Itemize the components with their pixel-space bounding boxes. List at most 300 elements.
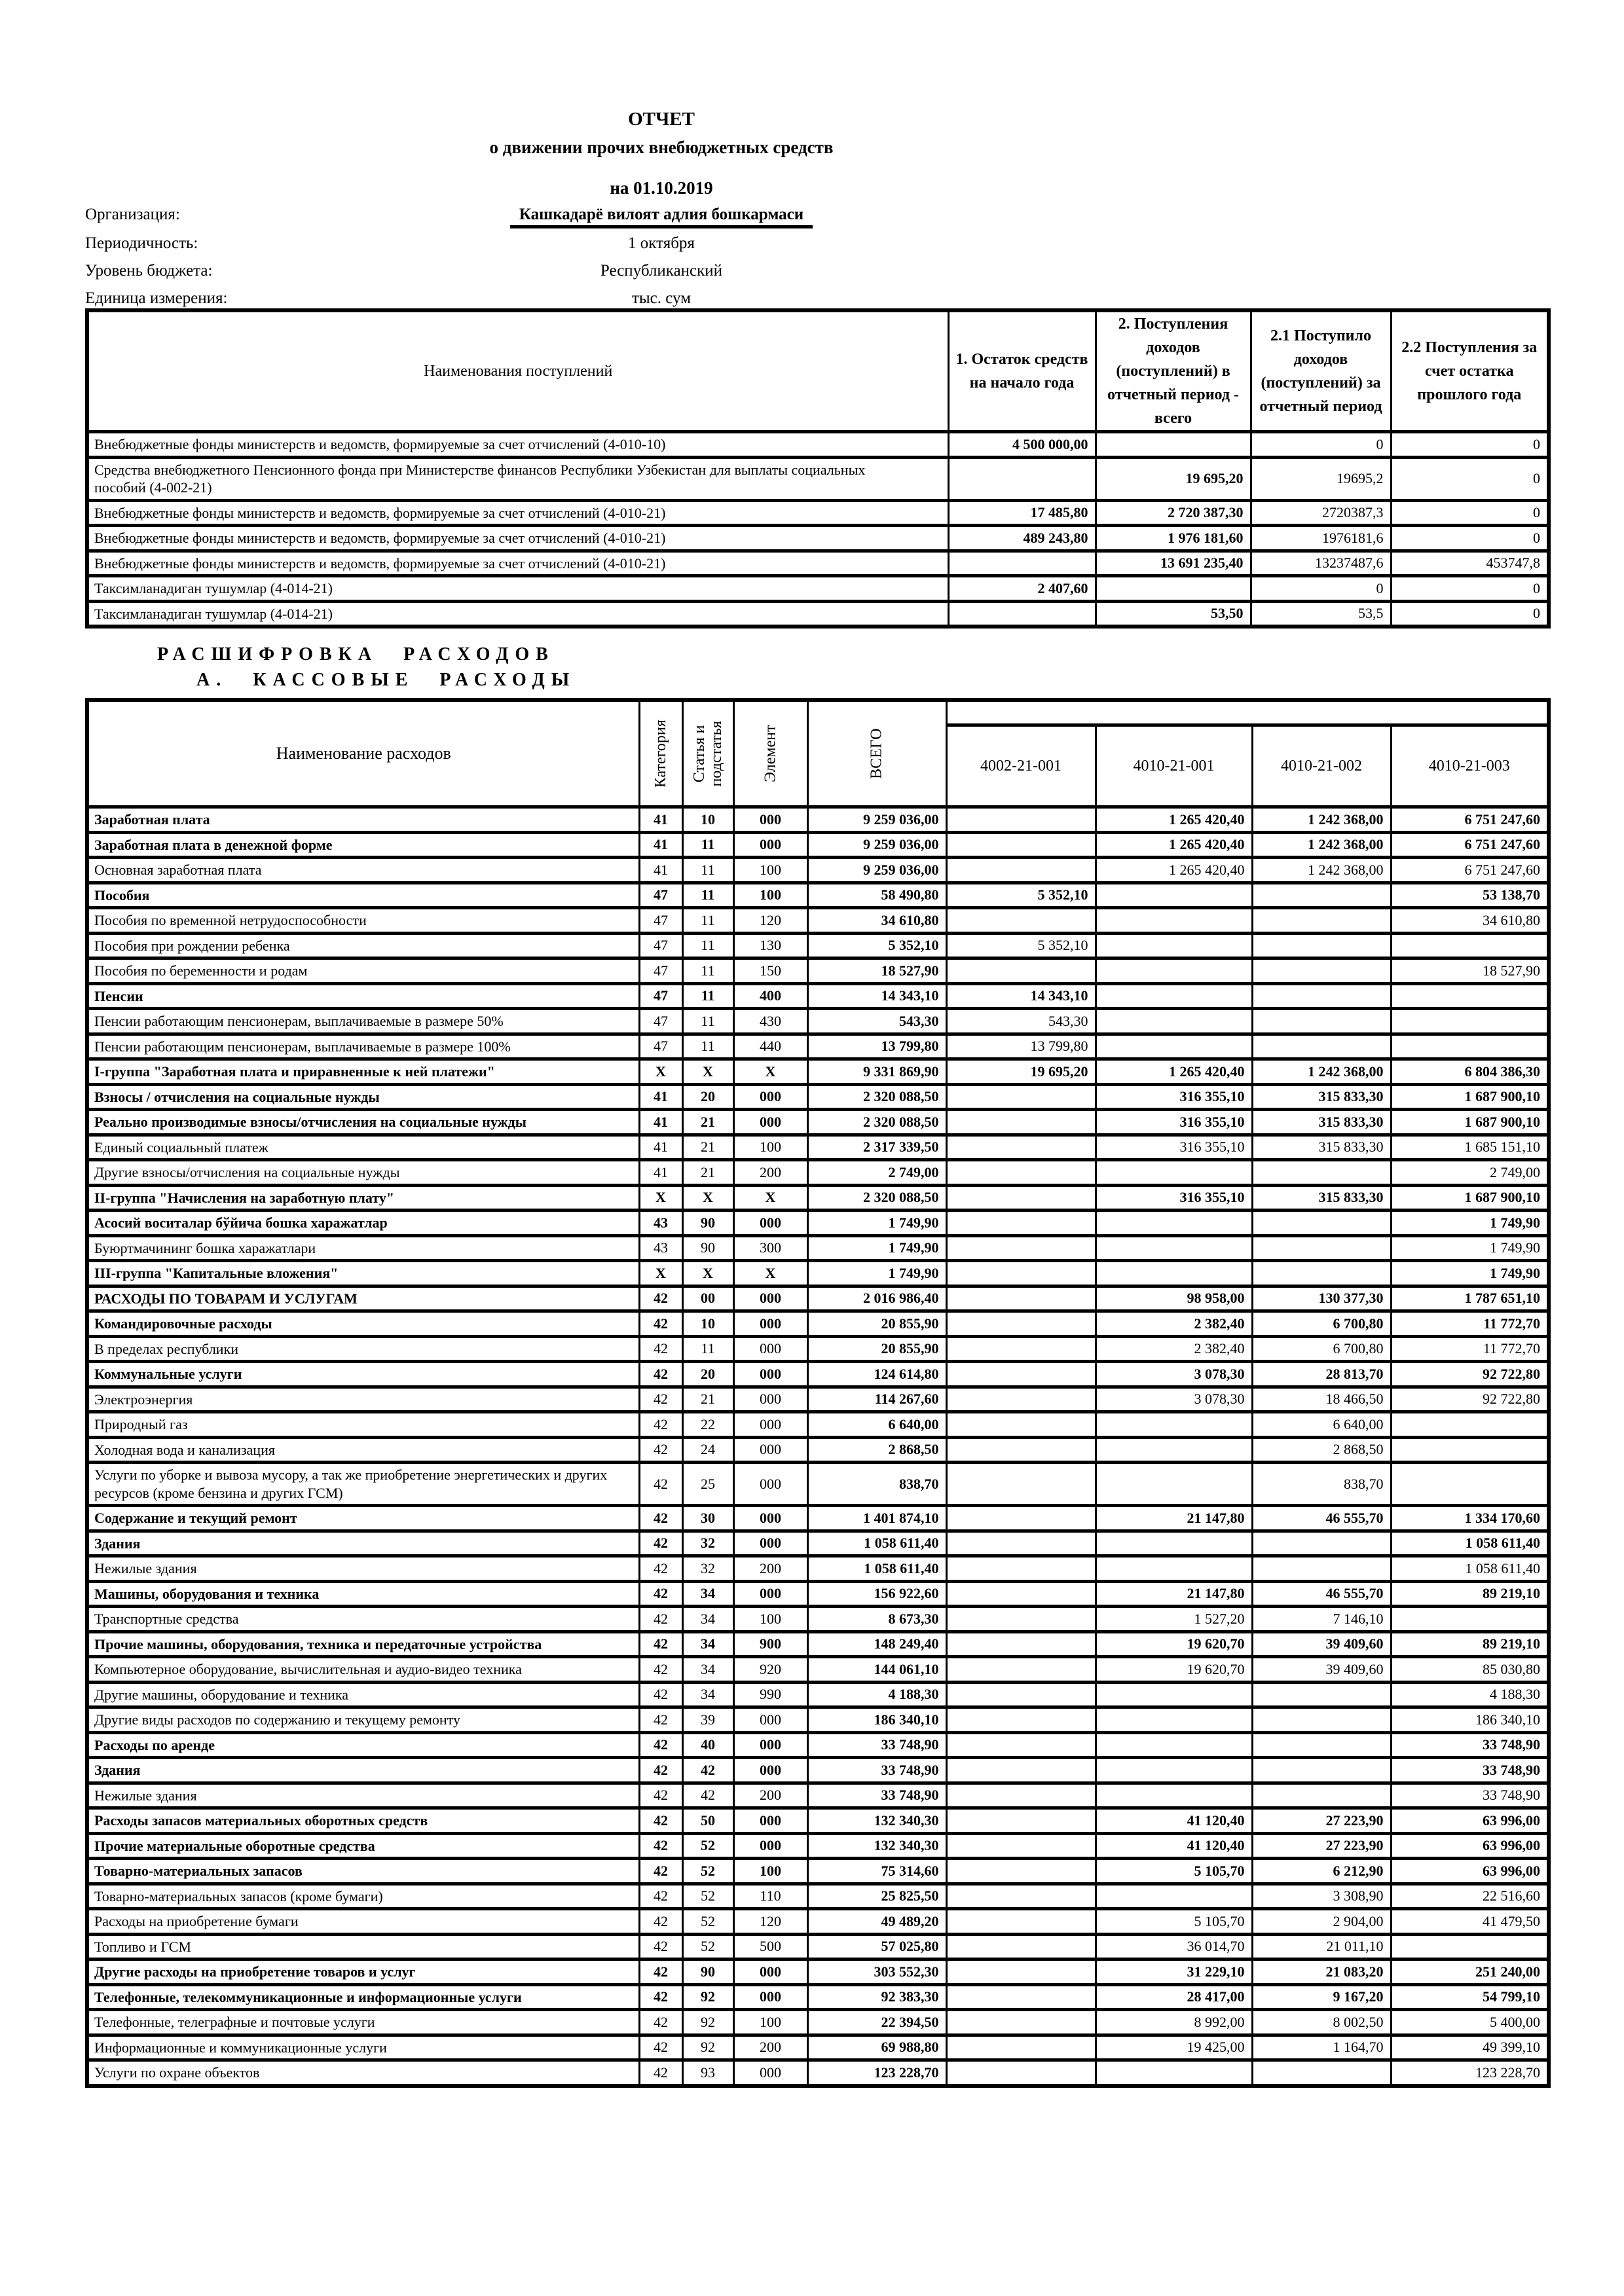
element-cell: 000: [733, 1959, 807, 1985]
element-cell: 400: [733, 983, 807, 1009]
receipt-name-cell: Внебюджетные фонды министерств и ведомств, формируемые за счет отчислений (4-010-10): [87, 432, 948, 458]
category-cell: 42: [639, 1758, 682, 1783]
expense-name-cell: Компьютерное оборудование, вычислительная и аудио-видео техника: [87, 1657, 639, 1683]
code-4010-21-002-cell: [1252, 1235, 1391, 1261]
code-4010-21-001-cell: [1096, 1235, 1252, 1261]
total-cell: 33 748,90: [807, 1783, 946, 1808]
income-total-cell: [1096, 576, 1251, 602]
code-4010-21-002-cell: 1 242 368,00: [1252, 832, 1391, 858]
code-4002-21-001-cell: [946, 1783, 1096, 1808]
code-4002-21-001-cell: [946, 1235, 1096, 1261]
income-period-cell: 13237487,6: [1251, 551, 1391, 576]
expense-name-cell: Взносы / отчисления на социальные нужды: [87, 1084, 639, 1110]
expense-row: [87, 1336, 1549, 1362]
code-4002-21-001-cell: [946, 1984, 1096, 2010]
category-cell: X: [639, 1059, 682, 1085]
element-cell: X: [733, 1185, 807, 1211]
article-cell: 11: [682, 1336, 733, 1362]
code-4002-21-001-cell: [946, 1311, 1096, 1337]
code-4010-21-001-cell: 1 265 420,40: [1096, 1059, 1252, 1085]
expenses-name-header: Наименование расходов: [87, 700, 639, 807]
article-cell: 34: [682, 1607, 733, 1632]
element-cell: 110: [733, 1884, 807, 1909]
unit-label: Единица измерения:: [85, 289, 228, 307]
periodicity-value: 1 октября: [628, 234, 695, 252]
code-4010-21-003-cell: 89 219,10: [1391, 1631, 1549, 1657]
total-cell: 34 610,80: [807, 908, 946, 934]
total-cell: 33 748,90: [807, 1732, 946, 1758]
expense-name-cell: Пособия по временной нетрудоспособности: [87, 908, 639, 934]
total-cell: 1 749,90: [807, 1235, 946, 1261]
code-4010-21-003-cell: 33 748,90: [1391, 1758, 1549, 1783]
receipt-name-cell: Внебюджетные фонды министерств и ведомств, формируемые за счет отчислений (4-010-21): [87, 500, 948, 526]
category-cell: 47: [639, 908, 682, 934]
expense-name-cell: Пособия по беременности и родам: [87, 958, 639, 984]
code-4010-21-003-cell: 54 799,10: [1391, 1984, 1549, 2010]
code-4002-21-001-cell: [946, 1707, 1096, 1733]
code-4010-21-003-cell: [1391, 1437, 1549, 1463]
expense-row: [87, 858, 1549, 883]
code-4010-21-002-cell: 1 242 368,00: [1252, 1059, 1391, 1085]
article-cell: 32: [682, 1531, 733, 1556]
code-4010-21-002-cell: 6 640,00: [1252, 1412, 1391, 1438]
expense-row: [87, 1160, 1549, 1186]
doc-subtitle: о движении прочих внебюджетных средств: [489, 137, 834, 157]
expense-row: [87, 1110, 1549, 1135]
element-header: Элемент: [733, 700, 807, 807]
article-cell: 92: [682, 2010, 733, 2035]
element-cell: 000: [733, 1311, 807, 1337]
total-cell: 25 825,50: [807, 1884, 946, 1909]
article-cell: 34: [682, 1657, 733, 1683]
category-cell: 42: [639, 1607, 682, 1632]
code-4010-21-002-cell: 39 409,60: [1252, 1657, 1391, 1683]
total-cell: 123 228,70: [807, 2060, 946, 2086]
code-4010-21-002-cell: [1252, 1009, 1391, 1034]
expense-row: [87, 1135, 1549, 1160]
code-4010-21-003-cell: 1 749,90: [1391, 1211, 1549, 1236]
element-cell: 200: [733, 1783, 807, 1808]
code-4010-21-002-cell: 21 083,20: [1252, 1959, 1391, 1985]
element-cell: 100: [733, 858, 807, 883]
expense-name-cell: Телефонные, телеграфные и почтовые услуги: [87, 2010, 639, 2035]
category-cell: 42: [639, 1707, 682, 1733]
code-4010-21-002-cell: 7 146,10: [1252, 1607, 1391, 1632]
receipt-row: [87, 500, 1549, 526]
code-4002-21-001-cell: [946, 832, 1096, 858]
receipts-name-header: Наименования поступлений: [87, 310, 948, 432]
code-4010-21-001-cell: 21 147,80: [1096, 1581, 1252, 1607]
codes-group-header: [946, 700, 1549, 725]
code-4010-21-003-cell: [1391, 933, 1549, 958]
expense-row: [87, 1034, 1549, 1059]
balance-start-cell: [948, 457, 1096, 500]
income-prev-balance-cell: 0: [1391, 432, 1549, 458]
code-4010-21-003-cell: 6 751 247,60: [1391, 858, 1549, 883]
code-4010-21-001-cell: [1096, 1261, 1252, 1286]
expense-row: [87, 1909, 1549, 1935]
balance-start-cell: 2 407,60: [948, 576, 1096, 602]
income-period-cell: 0: [1251, 432, 1391, 458]
element-cell: 000: [733, 1506, 807, 1531]
code-4002-21-001-cell: [946, 2010, 1096, 2035]
receipt-row: [87, 457, 1549, 500]
organization-value: Кашкадарё вилоят адлия бошкармаси: [510, 206, 813, 228]
element-cell: 430: [733, 1009, 807, 1034]
code-4010-21-001-cell: 2 382,40: [1096, 1336, 1252, 1362]
code-4002-21-001-cell: [946, 1185, 1096, 1211]
article-cell: 00: [682, 1286, 733, 1311]
code-4010-21-003-cell: 11 772,70: [1391, 1311, 1549, 1337]
expense-name-cell: Буюртмачининг бошка харажатлари: [87, 1235, 639, 1261]
expense-name-cell: РАСХОДЫ ПО ТОВАРАМ И УСЛУГАМ: [87, 1286, 639, 1311]
code-4010-21-003-cell: 18 527,90: [1391, 958, 1549, 984]
code-4010-21-001-cell: 36 014,70: [1096, 1934, 1252, 1959]
income-prev-balance-cell: 0: [1391, 576, 1549, 602]
code-4010-21-002-cell: [1252, 1758, 1391, 1783]
category-cell: 42: [639, 1362, 682, 1387]
total-cell: 9 259 036,00: [807, 858, 946, 883]
receipt-name-cell: Внебюджетные фонды министерств и ведомств, формируемые за счет отчислений (4-010-21): [87, 526, 948, 551]
total-cell: 2 749,00: [807, 1160, 946, 1186]
element-cell: 120: [733, 1909, 807, 1935]
total-cell: 1 401 874,10: [807, 1506, 946, 1531]
expense-row: [87, 2035, 1549, 2060]
code-4010-21-001-cell: [1096, 1160, 1252, 1186]
income-period-cell: 1976181,6: [1251, 526, 1391, 551]
meta-periodicity: [85, 234, 1238, 257]
code-4010-21-002-cell: 9 167,20: [1252, 1984, 1391, 2010]
expense-row: [87, 1758, 1549, 1783]
element-cell: 000: [733, 1084, 807, 1110]
expense-row: [87, 1311, 1549, 1337]
article-cell: 11: [682, 908, 733, 934]
code-4010-21-002-cell: 315 833,30: [1252, 1135, 1391, 1160]
article-cell: 10: [682, 1311, 733, 1337]
expense-row: [87, 1859, 1549, 1884]
category-cell: 42: [639, 1934, 682, 1959]
category-cell: 42: [639, 1311, 682, 1337]
article-cell: 52: [682, 1934, 733, 1959]
category-cell: 41: [639, 1110, 682, 1135]
total-cell: 2 320 088,50: [807, 1185, 946, 1211]
element-cell: 000: [733, 1984, 807, 2010]
code-4010-21-002-cell: [1252, 1682, 1391, 1707]
element-cell: 300: [733, 1235, 807, 1261]
code-4010-21-003-cell: 53 138,70: [1391, 883, 1549, 908]
article-cell: 22: [682, 1412, 733, 1438]
element-cell: 150: [733, 958, 807, 984]
expense-name-cell: Телефонные, телекоммуникационные и информационные услуги: [87, 1984, 639, 2010]
receipt-name-cell: Таксимланадиган тушумлар (4-014-21): [87, 601, 948, 627]
category-cell: 42: [639, 1859, 682, 1884]
total-cell: 838,70: [807, 1463, 946, 1506]
expense-row: [87, 1884, 1549, 1909]
total-cell: 132 340,30: [807, 1808, 946, 1834]
code-4010-21-003-cell: 1 787 651,10: [1391, 1286, 1549, 1311]
element-cell: 000: [733, 1387, 807, 1412]
code-4010-21-002-cell: 1 242 368,00: [1252, 858, 1391, 883]
element-cell: 200: [733, 2035, 807, 2060]
element-cell: X: [733, 1261, 807, 1286]
expense-name-cell: Другие взносы/отчисления на социальные нужды: [87, 1160, 639, 1186]
category-cell: 47: [639, 883, 682, 908]
code-4010-21-001-cell: 316 355,10: [1096, 1110, 1252, 1135]
total-cell: 5 352,10: [807, 933, 946, 958]
category-cell: 42: [639, 1833, 682, 1859]
expense-row: [87, 1387, 1549, 1412]
category-cell: 42: [639, 1556, 682, 1582]
element-cell: 000: [733, 1412, 807, 1438]
code-4002-21-001-cell: 5 352,10: [946, 883, 1096, 908]
code-4002-21-001-cell: 5 352,10: [946, 933, 1096, 958]
code-4010-21-002-cell: [1252, 883, 1391, 908]
expense-name-cell: Пособия при рождении ребенка: [87, 933, 639, 958]
total-cell: 9 259 036,00: [807, 832, 946, 858]
code-4010-21-001-cell: 316 355,10: [1096, 1185, 1252, 1211]
expense-name-cell: Единый социальный платеж: [87, 1135, 639, 1160]
expense-row: [87, 1463, 1549, 1506]
code-4002-21-001-cell: [946, 1808, 1096, 1834]
expense-row: [87, 1412, 1549, 1438]
code-4010-21-003-cell: [1391, 1934, 1549, 1959]
article-cell: X: [682, 1059, 733, 1085]
category-cell: 41: [639, 807, 682, 833]
category-cell: 42: [639, 1884, 682, 1909]
article-cell: 92: [682, 2035, 733, 2060]
article-cell: 32: [682, 1556, 733, 1582]
article-cell: 92: [682, 1984, 733, 2010]
total-cell: 9 259 036,00: [807, 807, 946, 833]
category-cell: 42: [639, 1732, 682, 1758]
expense-name-cell: Природный газ: [87, 1412, 639, 1438]
code-4002-21-001-cell: [946, 2060, 1096, 2086]
code-4010-21-001-cell: [1096, 1531, 1252, 1556]
expense-name-cell: Нежилые здания: [87, 1783, 639, 1808]
expense-name-cell: Реально производимые взносы/отчисления на социальные нужды: [87, 1110, 639, 1135]
total-cell: 57 025,80: [807, 1934, 946, 1959]
category-cell: X: [639, 1185, 682, 1211]
expense-name-cell: Другие машины, оборудование и техника: [87, 1682, 639, 1707]
element-cell: 120: [733, 908, 807, 934]
code-4010-21-002-cell: 1 164,70: [1252, 2035, 1391, 2060]
receipts-col1-header: 1. Остаток средств на начало года: [948, 310, 1096, 432]
code-4010-21-003-cell: 92 722,80: [1391, 1387, 1549, 1412]
expense-name-cell: Холодная вода и канализация: [87, 1437, 639, 1463]
category-cell: 42: [639, 1984, 682, 2010]
receipt-row: [87, 601, 1549, 627]
expense-row: [87, 1009, 1549, 1034]
code-4002-21-001-cell: [946, 1211, 1096, 1236]
code-4010-21-002-cell: [1252, 1211, 1391, 1236]
expenses-table: [85, 698, 1551, 2088]
code-header-4002-21-001: 4002-21-001: [946, 725, 1096, 807]
expense-name-cell: Командировочные расходы: [87, 1311, 639, 1337]
code-4002-21-001-cell: 13 799,80: [946, 1034, 1096, 1059]
code-4010-21-003-cell: 123 228,70: [1391, 2060, 1549, 2086]
total-cell: 2 317 339,50: [807, 1135, 946, 1160]
code-4010-21-001-cell: [1096, 1758, 1252, 1783]
balance-start-cell: 4 500 000,00: [948, 432, 1096, 458]
article-cell: 21: [682, 1110, 733, 1135]
category-cell: 42: [639, 1909, 682, 1935]
code-4010-21-003-cell: 63 996,00: [1391, 1859, 1549, 1884]
breakdown-section-title: РАСШИФРОВКА РАСХОДОВ: [157, 644, 555, 665]
code-4010-21-003-cell: 1 058 611,40: [1391, 1531, 1549, 1556]
income-total-cell: 1 976 181,60: [1096, 526, 1251, 551]
code-4010-21-001-cell: 19 425,00: [1096, 2035, 1252, 2060]
article-cell: 11: [682, 1034, 733, 1059]
code-4010-21-001-cell: 3 078,30: [1096, 1362, 1252, 1387]
article-cell: 34: [682, 1581, 733, 1607]
budget-level-label: Уровень бюджета:: [85, 262, 213, 280]
element-cell: 920: [733, 1657, 807, 1683]
doc-title: ОТЧЕТ: [628, 109, 695, 130]
article-cell: 11: [682, 858, 733, 883]
code-4002-21-001-cell: [946, 1884, 1096, 1909]
element-cell: 000: [733, 1758, 807, 1783]
code-4010-21-001-cell: [1096, 1884, 1252, 1909]
code-4010-21-003-cell: 251 240,00: [1391, 1959, 1549, 1985]
receipts-header-row: [87, 310, 1549, 432]
category-cell: 47: [639, 1034, 682, 1059]
expense-name-cell: Топливо и ГСМ: [87, 1934, 639, 1959]
category-cell: 42: [639, 1657, 682, 1683]
article-cell: 21: [682, 1387, 733, 1412]
code-4010-21-002-cell: [1252, 1707, 1391, 1733]
element-cell: 000: [733, 1286, 807, 1311]
article-cell: 24: [682, 1437, 733, 1463]
code-4010-21-003-cell: 34 610,80: [1391, 908, 1549, 934]
code-4010-21-003-cell: [1391, 1009, 1549, 1034]
code-4002-21-001-cell: [946, 1833, 1096, 1859]
element-cell: 000: [733, 2060, 807, 2086]
total-cell: 543,30: [807, 1009, 946, 1034]
total-cell: 1 058 611,40: [807, 1556, 946, 1582]
total-cell: 4 188,30: [807, 1682, 946, 1707]
code-4010-21-001-cell: [1096, 1412, 1252, 1438]
code-4010-21-001-cell: 98 958,00: [1096, 1286, 1252, 1311]
code-4010-21-001-cell: 19 620,70: [1096, 1657, 1252, 1683]
expense-name-cell: Прочие материальные оборотные средства: [87, 1833, 639, 1859]
expense-name-cell: II-группа "Начисления на заработную плату": [87, 1185, 639, 1211]
budget-level-value: Республиканский: [600, 262, 723, 280]
receipts-col4-header: 2.2 Поступления за счет остатка прошлого года: [1391, 310, 1549, 432]
expense-row: [87, 1261, 1549, 1286]
category-cell: 41: [639, 832, 682, 858]
expense-name-cell: Прочие машины, оборудования, техника и передаточные устройства: [87, 1631, 639, 1657]
code-4010-21-003-cell: 1 687 900,10: [1391, 1185, 1549, 1211]
total-cell: 124 614,80: [807, 1362, 946, 1387]
expense-name-cell: Пенсии работающим пенсионерам, выплачиваемые в размере 100%: [87, 1034, 639, 1059]
code-4010-21-002-cell: 46 555,70: [1252, 1581, 1391, 1607]
total-cell: 148 249,40: [807, 1631, 946, 1657]
expense-name-cell: Содержание и текущий ремонт: [87, 1506, 639, 1531]
income-total-cell: 53,50: [1096, 601, 1251, 627]
code-4002-21-001-cell: [946, 1463, 1096, 1506]
category-cell: 41: [639, 1160, 682, 1186]
element-cell: X: [733, 1059, 807, 1085]
expense-name-cell: Расходы запасов материальных оборотных средств: [87, 1808, 639, 1834]
code-4010-21-002-cell: 2 904,00: [1252, 1909, 1391, 1935]
code-4010-21-001-cell: [1096, 883, 1252, 908]
article-cell: 52: [682, 1859, 733, 1884]
expense-row: [87, 1682, 1549, 1707]
category-cell: 41: [639, 1084, 682, 1110]
code-4010-21-003-cell: 33 748,90: [1391, 1783, 1549, 1808]
code-4010-21-001-cell: 2 382,40: [1096, 1311, 1252, 1337]
expense-name-cell: Машины, оборудования и техника: [87, 1581, 639, 1607]
code-4010-21-003-cell: 6 751 247,60: [1391, 807, 1549, 833]
expense-row: [87, 1707, 1549, 1733]
code-4002-21-001-cell: [946, 1336, 1096, 1362]
total-cell: 9 331 869,90: [807, 1059, 946, 1085]
receipt-row: [87, 526, 1549, 551]
element-cell: 100: [733, 883, 807, 908]
element-cell: 000: [733, 1707, 807, 1733]
receipt-row: [87, 576, 1549, 602]
article-cell: 93: [682, 2060, 733, 2086]
expense-row: [87, 807, 1549, 833]
balance-start-cell: [948, 601, 1096, 627]
element-cell: 200: [733, 1160, 807, 1186]
total-cell: 13 799,80: [807, 1034, 946, 1059]
total-cell: 20 855,90: [807, 1311, 946, 1337]
expense-name-cell: Заработная плата: [87, 807, 639, 833]
code-4010-21-003-cell: 85 030,80: [1391, 1657, 1549, 1683]
category-cell: 42: [639, 1463, 682, 1506]
expense-row: [87, 1084, 1549, 1110]
element-cell: 000: [733, 1732, 807, 1758]
category-cell: 42: [639, 1506, 682, 1531]
code-4010-21-003-cell: 6 751 247,60: [1391, 832, 1549, 858]
expense-row: [87, 1984, 1549, 2010]
category-cell: 42: [639, 1808, 682, 1834]
income-prev-balance-cell: 453747,8: [1391, 551, 1549, 576]
total-cell: 49 489,20: [807, 1909, 946, 1935]
category-cell: 42: [639, 1437, 682, 1463]
expense-name-cell: Товарно-материальных запасов: [87, 1859, 639, 1884]
expense-row: [87, 1581, 1549, 1607]
code-4010-21-003-cell: [1391, 1412, 1549, 1438]
total-cell: 6 640,00: [807, 1412, 946, 1438]
code-4002-21-001-cell: [946, 1657, 1096, 1683]
code-4002-21-001-cell: [946, 2035, 1096, 2060]
income-period-cell: 19695,2: [1251, 457, 1391, 500]
code-4002-21-001-cell: [946, 807, 1096, 833]
code-4010-21-003-cell: 11 772,70: [1391, 1336, 1549, 1362]
expense-row: [87, 1185, 1549, 1211]
total-cell: 75 314,60: [807, 1859, 946, 1884]
category-cell: 42: [639, 1286, 682, 1311]
code-4002-21-001-cell: [946, 1531, 1096, 1556]
receipt-name-cell: Средства внебюджетного Пенсионного фонда при Министерстве финансов Республики Узбекистан для выплаты социальных пособий (4-002-21): [87, 457, 948, 500]
code-4010-21-002-cell: [1252, 2060, 1391, 2086]
expense-row: [87, 1059, 1549, 1085]
code-4010-21-001-cell: 21 147,80: [1096, 1506, 1252, 1531]
article-cell: 39: [682, 1707, 733, 1733]
category-cell: 42: [639, 2010, 682, 2035]
element-cell: 000: [733, 1110, 807, 1135]
code-header-4010-21-001: 4010-21-001: [1096, 725, 1252, 807]
element-cell: 990: [733, 1682, 807, 1707]
category-cell: 42: [639, 1531, 682, 1556]
article-cell: 30: [682, 1506, 733, 1531]
element-cell: 440: [733, 1034, 807, 1059]
meta-budget-level: [85, 262, 1238, 284]
code-4002-21-001-cell: [946, 858, 1096, 883]
code-4002-21-001-cell: [946, 1556, 1096, 1582]
